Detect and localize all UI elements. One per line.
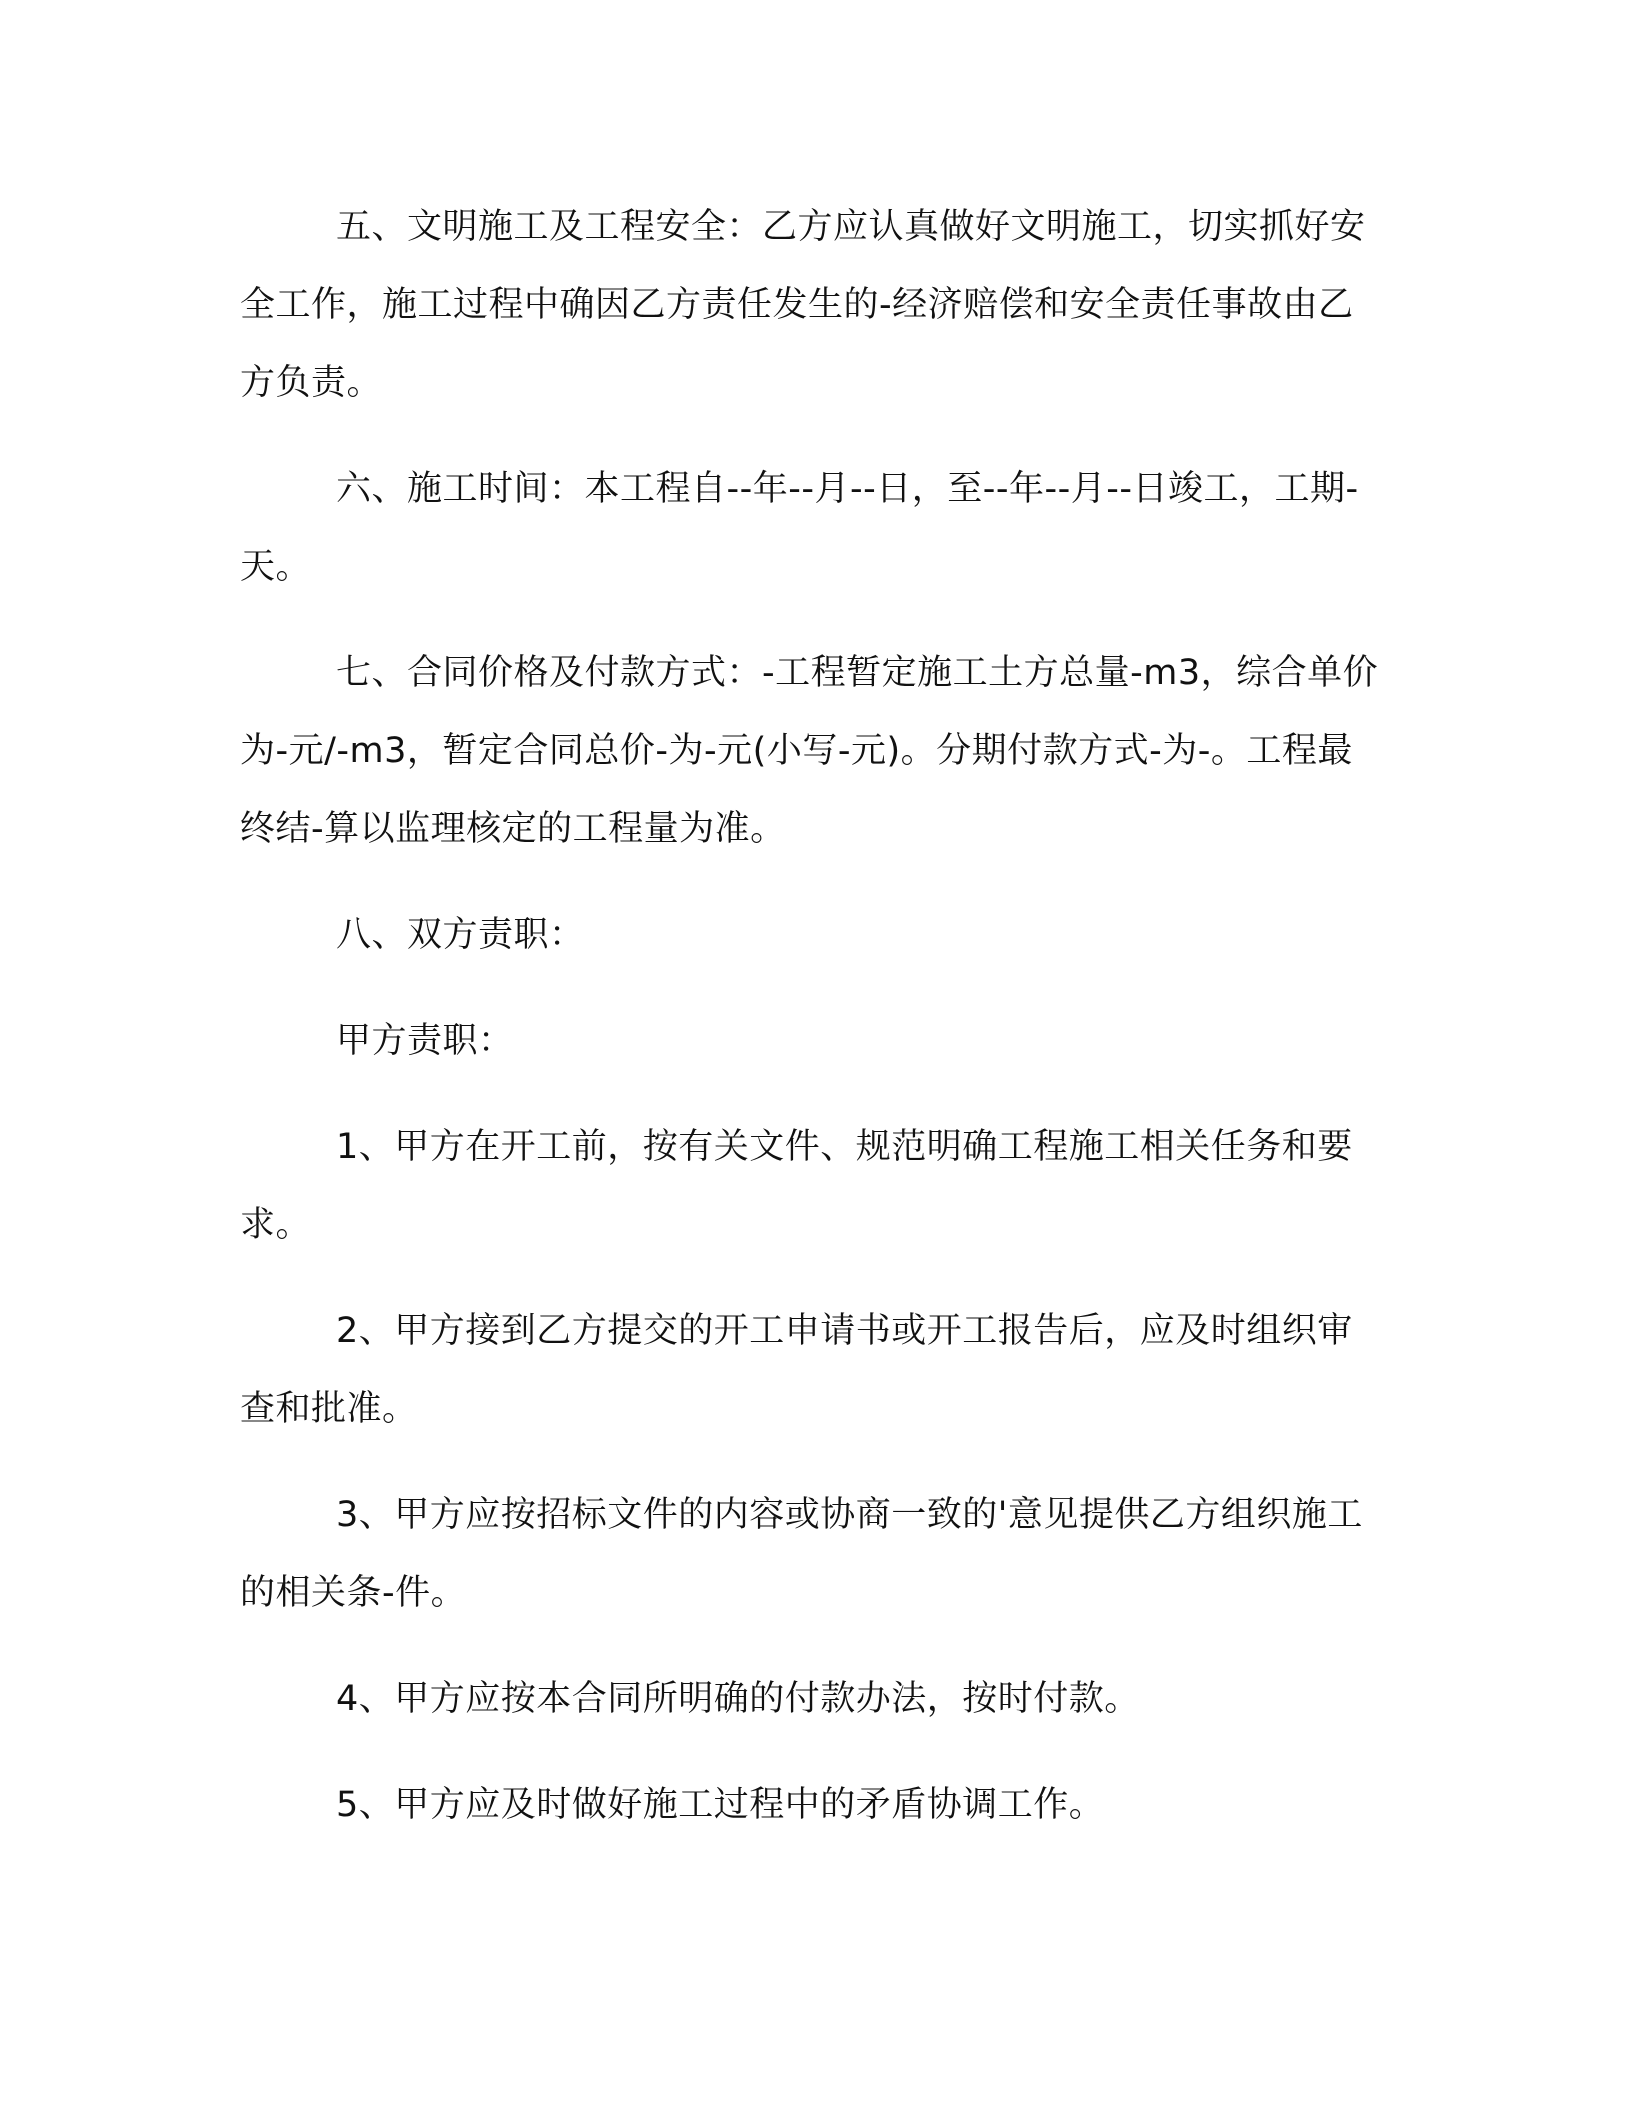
party-a-item-3: 3、甲方应按招标文件的内容或协商一致的'意见提供乙方组织施工的相关条-件。 — [240, 1495, 1363, 1613]
document-body — [240, 188, 1384, 1872]
party-a-responsibilities-heading: 甲方责职： — [336, 1021, 514, 1061]
party-a-item-4: 4、甲方应按本合同所明确的付款办法，按时付款。 — [336, 1679, 1140, 1719]
party-a-item-1: 1、甲方在开工前，按有关文件、规范明确工程施工相关任务和要求。 — [240, 1127, 1353, 1245]
party-a-item-2: 2、甲方接到乙方提交的开工申请书或开工报告后，应及时组织审查和批准。 — [240, 1311, 1353, 1429]
party-a-item-5: 5、甲方应及时做好施工过程中的矛盾协调工作。 — [336, 1785, 1105, 1825]
clause-8-responsibilities-heading: 八、双方责职： — [336, 915, 585, 955]
clause-6-construction-time: 六、施工时间：本工程自--年--月--日，至--年--月--日竣工，工期-天。 — [240, 469, 1359, 587]
clause-7-contract-price: 七、合同价格及付款方式：-工程暂定施工土方总量-m3，综合单价为-元/-m3，暂定合同总价-为-元(小写-元)。分期付款方式-为-。工程最终结-算以监理核定的工程量为准。 — [240, 653, 1379, 849]
clause-5-civilized-construction: 五、文明施工及工程安全：乙方应认真做好文明施工，切实抓好安全工作，施工过程中确因乙方责任发生的-经济赔偿和安全责任事故由乙方负责。 — [240, 207, 1366, 403]
